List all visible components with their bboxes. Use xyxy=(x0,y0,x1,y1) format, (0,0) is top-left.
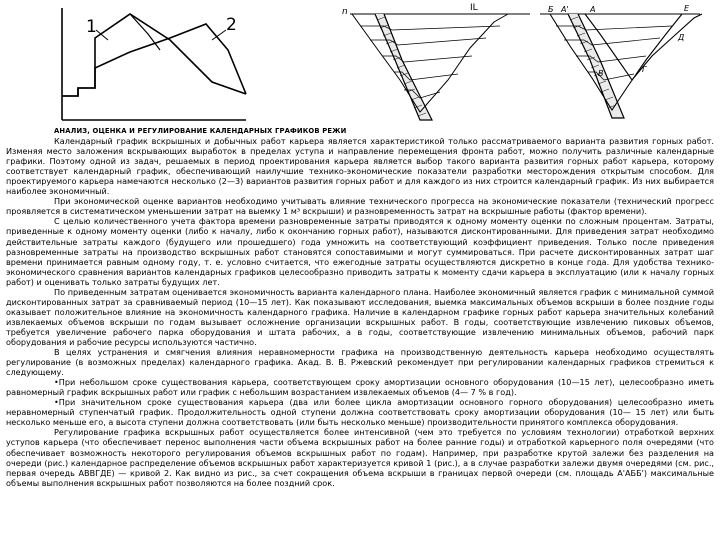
paragraph-economic-evaluation: При экономической оценке вариантов необходимо учитывать влияние технического прогресса на экономические показатели (технический прогресс проявляется в систематическом уменьшении затрат на выемку 1 м³ вскрыши) и разновременность затрат на вскрышные работы (фактор времени). xyxy=(6,196,714,217)
pit-label-b: Б xyxy=(548,5,554,14)
pit-label-a: А xyxy=(590,5,596,14)
pit-left-label-il: IL xyxy=(470,3,478,13)
curve-2-label: 2 xyxy=(226,15,237,35)
pit-left-levels xyxy=(360,26,500,98)
curve-1-leader xyxy=(96,30,108,40)
paragraph-short-life-rule: •При небольшом сроке существования карьера, соответствующем сроку амортизации основного оборудования (10—15 лет), целесообразно иметь равномерный график вскрышных работ или график с небольшим возрастанием извлекаемых объемов (4— 7 % в год). xyxy=(6,377,714,398)
paragraph-discounted-costs: По приведенным затратам оценивается экономичность варианта календарного плана. Наиболее экономичный является график с минимальной суммой дисконтированных затрат за сравниваемый период (10—15 лет). Как показывают исследования, выемка максимальных объемов вскрыши в более поздние годы оказывает положительное влияние на экономичность календарного графика. Наличие в календарном графике горных работ карьера значительных колебаний извлекаемых объемов вскрыши по годам вызывает осложнение организации вскрышных работ. В годы, соответствующие извлечению пиковых объемов, требуется увеличение рабочего парка оборудования и штата рабочих, а в годы, соответствующие извлечению минимальных объемов, рабочий парк оборудования и рабочие ресурсы используются частично. xyxy=(6,286,714,347)
paragraph-calendar-graph: Календарный график вскрышных и добычных работ карьера является характеристикой только рассматриваемого варианта развития горных работ. Изменяя место заложения вскрывающих выработок в пределах уступа и направление перемещения фронта работ, можно получить различные календарные графики. Поэтому одной из задач, решаемых в период проектирования карьера является выбор такого варианта развития горных работ карьера, которому соответствует календарный график, обеспечивающий наилучшие технико-экономические показатели разработки месторождения открытым способом. Для проектируемого карьера намечаются несколько (2—3) вариантов развития горных работ и для каждого из них строится календарный график. Из них выбирается наиболее экономичный. xyxy=(6,136,714,197)
pit-section-single xyxy=(342,3,530,120)
pit-label-d: Д xyxy=(678,33,685,42)
document-body xyxy=(6,126,714,540)
pit-label-g: Г xyxy=(642,65,647,74)
pit-section-staged xyxy=(540,4,702,118)
paragraph-regulation-methods: Регулирование графика вскрышных работ осуществляется более интенсивной (чем это требуется по условиям технологии) отработкой верхних уступов карьера (что обеспечивает перенос выполнения части объема вскрышных работ на более ранние годы) и отработкой карьерного поля очередями (что обеспечивает возможность некоторого регулирования объемов вскрышных работ по годам). Например, при разработке крутой залежи без разделения на очереди (рис.) календарное распределение объемов вскрышных работ характеризуется кривой 1 (рис.), а в случае разработки залежи двумя очередями (см. рис., первая очередь АВВГДЕ) — кривой 2. Как видно из рис., за счет сокращения объема вскрыши в границах первой очереди (см. площадь А'АББ') максимальные объемы выполнения вскрышных работ позволяются на более поздний срок. xyxy=(6,427,714,488)
curve-1-label: 1 xyxy=(86,17,97,37)
paragraph-time-factor: С целью количественного учета фактора времени разновременные затраты приводятся к одному моменту оценки по сложным процентам. Затраты, приведенные к одному моменту оценки (либо к началу, либо к окончанию горных работ), называются дисконтированными. Для приведения затрат необходимо действительные затраты каждого (будущего или прошедшего) года умножить на соответствующий коэффициент приведения. Только после приведения разновременные затраты на производство вскрышных работ становятся сопоставимыми и могут суммироваться. При расчете дисконтированных затрат шаг времени принимается равным одному году, т. е. условно считается, что ежегодные затраты осуществляются дискретно в конце года. Для удобства технико-экономического сравнения вариантов календарных графиков целесообразно приводить затраты к моменту сдачи карьера в эксплуатацию (или к началу горных работ) и оценивать только затраты будущих лет. xyxy=(6,216,714,287)
pit-label-e: Е xyxy=(684,4,690,13)
section-heading: АНАЛИЗ, ОЦЕНКА И РЕГУЛИРОВАНИЕ КАЛЕНДАРНЫХ ГРАФИКОВ РЕЖИ xyxy=(54,127,347,135)
paragraph-regulation-goals: В целях устранения и смягчения влияния неравномерности графика на производственную деятельность карьера необходимо осуществлять регулирование (в возможных пределах) календарного графика. Акад. В. В. Ржевский рекомендует при регулировании календарных графиков стремиться к следующему. xyxy=(6,347,714,378)
curve-2-dip xyxy=(130,14,160,50)
pit-label-a-prime: А' xyxy=(561,5,569,14)
paragraph-long-life-rule: •При значительном сроке существования карьера (два или более цикла амортизации основного горного оборудования) целесообразно иметь неравномерный ступенчатый график. Продолжительность одной ступени должна соответствовать сроку амортизации оборудования (10— 15 лет) или быть несколько меньше его, а высота ступени должна соответствовать (или быть несколько меньше) производительности принятого комплекса оборудования. xyxy=(6,397,714,428)
pit-left-label-n: n xyxy=(342,7,348,17)
stripping-volume-graph xyxy=(62,8,246,120)
pit-label-v: В xyxy=(598,69,604,78)
figures-strip xyxy=(0,0,720,130)
